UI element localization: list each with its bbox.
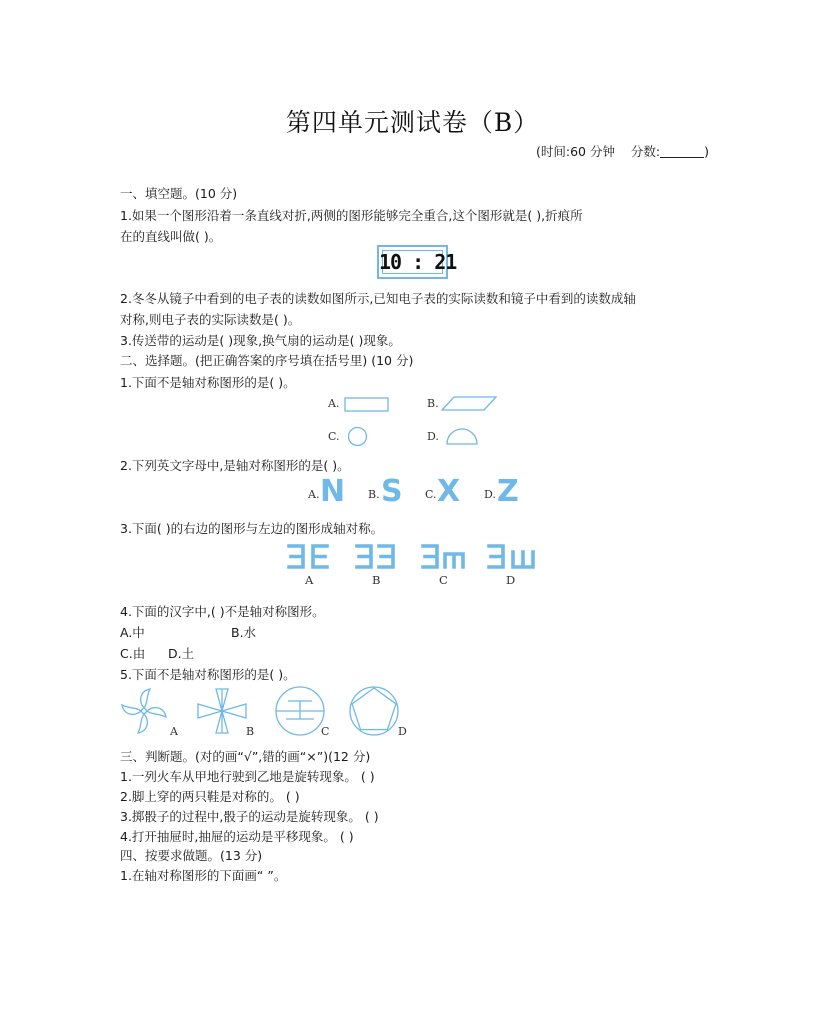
- pentagon-in-circle-figure: [350, 687, 398, 735]
- choice-q5: 5.下面不是轴对称图形的是( )。: [120, 667, 296, 682]
- pair-c-label: C: [439, 573, 448, 587]
- choice-q2-option-a-label: A.: [308, 488, 320, 501]
- choice-q2-option-b-label: B.: [368, 488, 380, 501]
- choice-q4: 4.下面的汉字中,( )不是轴对称图形。: [120, 604, 325, 619]
- judge-q1: 1.一列火车从甲地行驶到乙地是旋转现象。 ( ): [120, 769, 375, 784]
- judge-q4: 4.打开抽屉时,抽屉的运动是平移现象。 ( ): [120, 829, 354, 844]
- task-q1: 1.在轴对称图形的下面画“ ”。: [120, 868, 287, 883]
- exam-meta: [536, 142, 709, 160]
- q5-figures: [118, 686, 408, 738]
- choice-q4-option-a: A.中: [120, 625, 145, 640]
- section-fill-heading: 一、填空题。(10 分): [120, 186, 238, 201]
- judge-q3: 3.掷骰子的过程中,骰子的运动是旋转现象。 ( ): [120, 809, 379, 824]
- section-task-heading: 四、按要求做题。(13 分): [120, 848, 263, 863]
- circle-shape: [347, 426, 369, 448]
- section-choice-heading: 二、选择题。(把正确答案的序号填在括号里) (10 分): [120, 353, 414, 368]
- choice-q1-option-b-label: B.: [427, 397, 439, 410]
- q5-label-d: D: [398, 725, 407, 738]
- pair-c-figure: [423, 546, 463, 567]
- pair-a-label: A: [305, 573, 314, 587]
- mirror-clock-frame: [377, 245, 457, 279]
- rectangle-shape: [344, 397, 390, 413]
- pair-d-label: D: [506, 573, 516, 587]
- fill-q1-line2: 在的直线叫做( )。: [120, 229, 222, 244]
- q5-label-a: A: [170, 725, 178, 738]
- choice-q2-option-c-label: C.: [425, 488, 437, 501]
- choice-q1-option-a-label: A.: [328, 397, 340, 410]
- choice-q2: 2.下列英文字母中,是轴对称图形的是( )。: [120, 458, 350, 473]
- clock-reading: 10 : 21: [379, 250, 457, 274]
- choice-q2-option-d-label: D.: [484, 488, 496, 501]
- meta-close: ): [704, 144, 709, 159]
- choice-q1-option-c-label: C.: [328, 430, 340, 443]
- pair-d-figure: [489, 546, 533, 567]
- letter-x-figure: X: [437, 474, 461, 509]
- pair-b-label: B: [372, 573, 381, 587]
- pair-a-figure: [289, 546, 327, 567]
- fill-q3: 3.传送带的运动是( )现象,换气扇的运动是( )现象。: [120, 333, 401, 348]
- choice-q4-option-c: C.由: [120, 646, 146, 661]
- fill-q2-line2: 对称,则电子表的实际读数是( )。: [120, 312, 301, 327]
- pinwheel-figure: [122, 689, 166, 733]
- choice-q4-option-b: B.水: [231, 625, 257, 640]
- score-blank: [660, 145, 704, 158]
- letter-n-figure: N: [320, 474, 346, 509]
- choice-q1-option-d-label: D.: [427, 430, 439, 443]
- q5-label-b: B: [246, 725, 255, 738]
- propeller-figure: [198, 689, 246, 733]
- q5-label-c: C: [321, 725, 330, 738]
- fill-q1-line1: 1.如果一个图形沿着一条直线对折,两侧的图形能够完全重合,这个图形就是( ),折痕所: [120, 208, 583, 223]
- parallelogram-shape: [442, 396, 498, 412]
- letter-s-figure: S: [381, 474, 403, 509]
- score-label: 分数:: [630, 144, 661, 159]
- section-judge-heading: 三、判断题。(对的画“√”,错的画“×”)(12 分): [120, 749, 371, 764]
- choice-q3: 3.下面( )的右边的图形与左边的图形成轴对称。: [120, 521, 384, 536]
- choice-q1: 1.下面不是轴对称图形的是( )。: [120, 375, 296, 390]
- semicircle-shape: [445, 428, 479, 446]
- judge-q2: 2.脚上穿的两只鞋是对称的。 ( ): [120, 789, 300, 804]
- pair-b-figure: [357, 546, 393, 567]
- fill-q2-line1: 2.冬冬从镜子中看到的电子表的读数如图所示,已知电子表的实际读数和镜子中看到的读数成轴: [120, 291, 636, 306]
- mirror-pairs-figure: [287, 543, 539, 571]
- circle-with-bars-figure: [276, 687, 324, 735]
- time-limit: (时间:60 分钟: [536, 144, 615, 159]
- choice-q4-option-d: D.土: [168, 646, 195, 661]
- letter-z-figure: Z: [497, 474, 519, 509]
- page-title: 第四单元测试卷（B）: [285, 108, 540, 137]
